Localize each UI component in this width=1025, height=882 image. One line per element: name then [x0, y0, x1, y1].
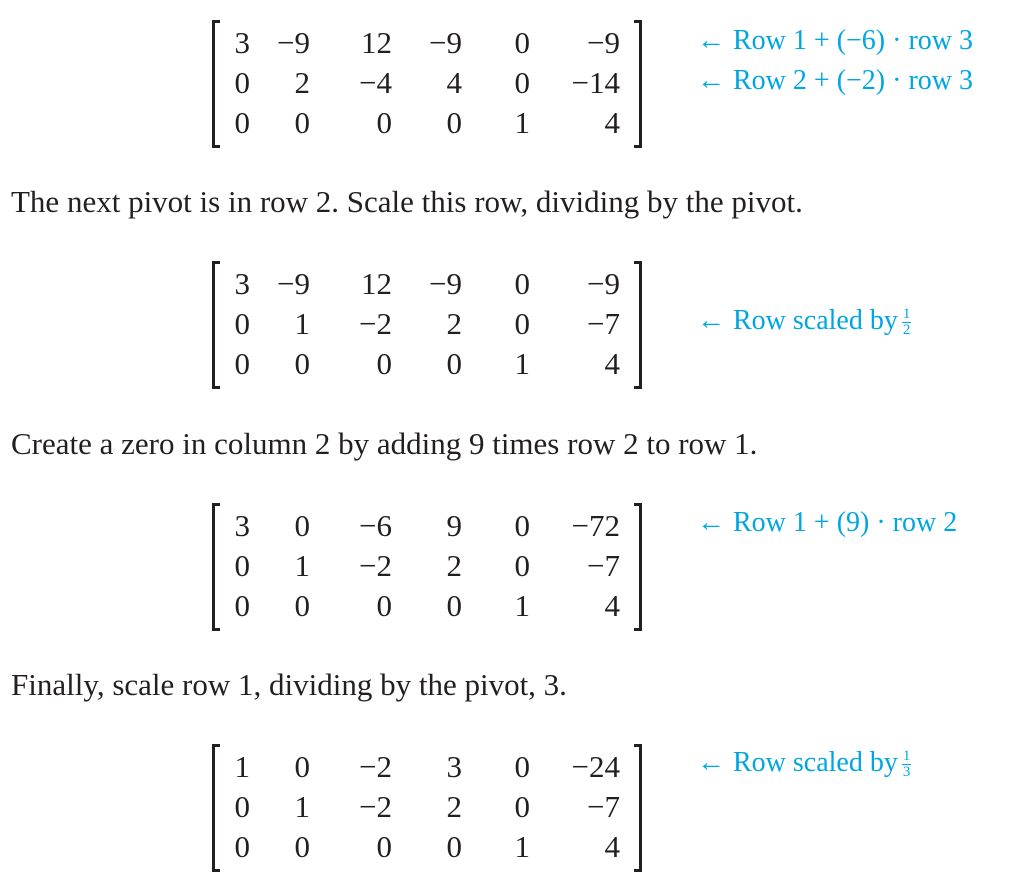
matrix-cell: 4 — [604, 346, 620, 381]
matrix-cell: −7 — [587, 548, 620, 583]
matrix-cell: 0 — [514, 548, 530, 583]
matrix-cell: 2 — [446, 548, 462, 583]
matrix-cell: 2 — [294, 65, 310, 100]
matrix-cell: 1 — [294, 789, 310, 824]
matrix-cell: 0 — [514, 749, 530, 784]
matrix-cell: 0 — [376, 346, 392, 381]
matrix-cell: 0 — [234, 346, 250, 381]
matrix-cell: 0 — [294, 829, 310, 864]
matrix-cell: 4 — [604, 588, 620, 623]
matrix-cell: 0 — [376, 829, 392, 864]
matrix-cell: −2 — [359, 749, 392, 784]
annotation-row-combine — [697, 506, 957, 540]
matrix-step-2 — [212, 261, 642, 391]
matrix-cell: 0 — [514, 65, 530, 100]
matrix-cell: 0 — [514, 789, 530, 824]
annotation-row-scale-third — [697, 746, 911, 780]
left-arrow-icon: ← — [697, 507, 725, 538]
matrix-cell: 0 — [294, 508, 310, 543]
matrix-cell: 0 — [294, 105, 310, 140]
matrix-cell: 0 — [234, 306, 250, 341]
matrix-cell: 1 — [294, 306, 310, 341]
matrix-cell: −4 — [359, 65, 392, 100]
right-bracket — [634, 20, 642, 148]
matrix-cell: 0 — [446, 346, 462, 381]
prose-step-3: Create a zero in column 2 by adding 9 times row 2 to row 1. — [11, 426, 758, 461]
matrix-cell: 3 — [234, 508, 250, 543]
left-arrow-icon: ← — [697, 305, 725, 336]
matrix-cell: 3 — [446, 749, 462, 784]
fraction-denominator: 3 — [902, 764, 911, 781]
matrix-step-4 — [212, 744, 642, 874]
prose-step-4: Finally, scale row 1, dividing by the pivot, 3. — [11, 667, 567, 702]
matrix-cell: 1 — [294, 548, 310, 583]
annotation-row-2 — [697, 64, 973, 98]
left-bracket — [212, 744, 220, 872]
matrix-cell: 0 — [234, 65, 250, 100]
matrix-cell: −14 — [571, 65, 620, 100]
matrix-cell: 3 — [234, 266, 250, 301]
matrix-cell: 0 — [234, 105, 250, 140]
matrix-cell: −2 — [359, 306, 392, 341]
matrix-cell: −7 — [587, 306, 620, 341]
matrix-cell: 1 — [514, 346, 530, 381]
matrix-cell: 1 — [234, 749, 250, 784]
left-arrow-icon: ← — [697, 25, 725, 56]
matrix-cell: 0 — [294, 346, 310, 381]
annotation-text: Row 2 + (−2) · row 3 — [733, 65, 973, 96]
matrix-cell: −24 — [571, 749, 620, 784]
matrix-cell: 0 — [294, 588, 310, 623]
fraction-numerator: 1 — [902, 748, 911, 765]
matrix-cell: 0 — [514, 266, 530, 301]
right-bracket — [634, 261, 642, 389]
matrix-cell: 1 — [514, 105, 530, 140]
matrix-cell: 0 — [376, 588, 392, 623]
annotation-text: Row 1 + (−6) · row 3 — [733, 25, 973, 56]
matrix-cell: −6 — [359, 508, 392, 543]
matrix-cell: −9 — [277, 266, 310, 301]
matrix-cell: 4 — [604, 829, 620, 864]
matrix-cell: 2 — [446, 306, 462, 341]
left-bracket — [212, 503, 220, 631]
fraction-denominator: 2 — [902, 322, 911, 339]
matrix-cell: 0 — [446, 588, 462, 623]
matrix-step-1 — [212, 20, 642, 150]
annotation-text: Row scaled by — [733, 747, 898, 778]
left-arrow-icon: ← — [697, 65, 725, 96]
prose-step-2: The next pivot is in row 2. Scale this row, dividing by the pivot. — [11, 184, 803, 219]
annotation-row-scale-half — [697, 304, 911, 338]
matrix-cell: 1 — [514, 588, 530, 623]
matrix-cell: −9 — [277, 25, 310, 60]
left-bracket — [212, 20, 220, 148]
fraction — [902, 749, 912, 780]
matrix-cell: −2 — [359, 548, 392, 583]
matrix-cell: −9 — [587, 25, 620, 60]
matrix-step-3 — [212, 503, 642, 633]
matrix-cell: 12 — [361, 266, 392, 301]
matrix-cell: 0 — [234, 829, 250, 864]
matrix-cell: 0 — [234, 588, 250, 623]
matrix-cell: 0 — [514, 306, 530, 341]
left-arrow-icon: ← — [697, 747, 725, 778]
right-bracket — [634, 503, 642, 631]
matrix-cell: 0 — [514, 508, 530, 543]
matrix-cell: −7 — [587, 789, 620, 824]
left-bracket — [212, 261, 220, 389]
matrix-cell: −9 — [587, 266, 620, 301]
matrix-cell: 12 — [361, 25, 392, 60]
fraction — [902, 307, 912, 338]
matrix-cell: 4 — [446, 65, 462, 100]
matrix-cell: 2 — [446, 789, 462, 824]
matrix-cell: −9 — [429, 25, 462, 60]
matrix-cell: 3 — [234, 25, 250, 60]
matrix-cell: 0 — [294, 749, 310, 784]
matrix-cell: −2 — [359, 789, 392, 824]
matrix-cell: 4 — [604, 105, 620, 140]
annotation-text: Row scaled by — [733, 305, 898, 336]
matrix-cell: 0 — [234, 789, 250, 824]
matrix-cell: 9 — [446, 508, 462, 543]
annotation-row-1 — [697, 24, 973, 58]
matrix-cell: −72 — [571, 508, 620, 543]
matrix-cell: 0 — [446, 829, 462, 864]
annotation-text: Row 1 + (9) · row 2 — [733, 507, 958, 538]
matrix-cell: 0 — [446, 105, 462, 140]
matrix-cell: 1 — [514, 829, 530, 864]
fraction-numerator: 1 — [902, 306, 911, 323]
matrix-cell: 0 — [234, 548, 250, 583]
matrix-cell: 0 — [514, 25, 530, 60]
matrix-cell: 0 — [376, 105, 392, 140]
right-bracket — [634, 744, 642, 872]
matrix-cell: −9 — [429, 266, 462, 301]
